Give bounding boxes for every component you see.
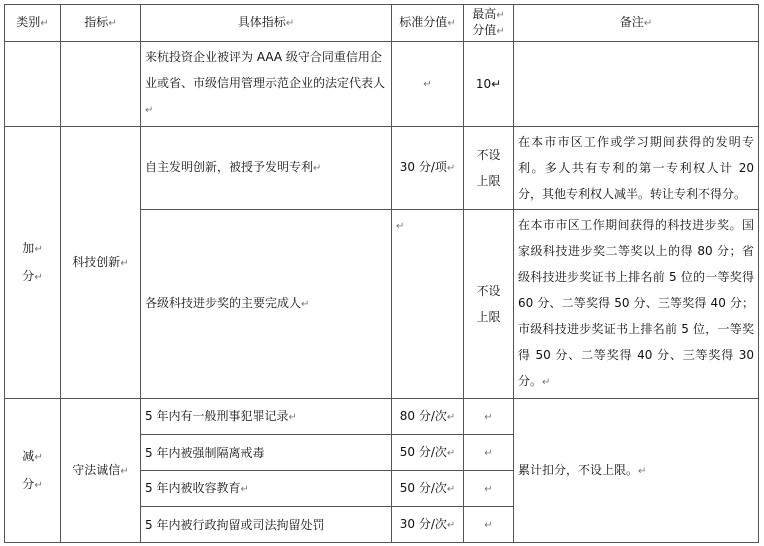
cell-standard: 30 分/次↵ [392, 507, 464, 543]
header-max: 最高↵ 分值↵ [464, 5, 514, 42]
cell-remark-minus: 累计扣分，不设上限。↵ [514, 399, 759, 543]
cell-remark: 在本市市区工作或学习期间获得的发明专利。多人共有专利的第一专利权人计 20 分，其他专利权人减半。转让专利不得分。 [514, 127, 759, 210]
header-row [5, 5, 759, 42]
cell-max: ↵ [464, 507, 514, 543]
cell-max: 10↵ [464, 42, 514, 127]
cell-specific: 5 年内有一般刑事犯罪记录↵ [141, 399, 392, 435]
table-row [5, 127, 759, 210]
cell-max: 不设 上限 [464, 127, 514, 210]
cell-remark: 在本市市区工作期间获得的科技进步奖。国家级科技进步奖二等奖以上的得 80 分；省级科技进步奖证书上排名前 5 位的一等奖得 60 分、二等奖得 50 分、三等奖得 40 分；市级科技进步奖证书上排名前 5 位，一等奖得 50 分、二等奖得 40 分、三等奖得 30 分。↵ [514, 210, 759, 399]
cell-category-minus: 减↵ 分↵ [5, 399, 61, 543]
cell-indicator-law: 守法诚信↵ [61, 399, 141, 543]
header-remark: 备注↵ [514, 5, 759, 42]
cell-max: 不设 上限 [464, 210, 514, 399]
header-indicator: 指标↵ [61, 5, 141, 42]
cell-specific: 5 年内被收容教育↵ [141, 471, 392, 507]
cell-indicator-empty [61, 42, 141, 127]
cell-specific: 来杭投资企业被评为 AAA 级守合同重信用企业或省、市级信用管理示范企业的法定代表人↵ [141, 42, 392, 127]
cell-standard: 50 分/次↵ [392, 435, 464, 471]
cell-category-plus: 加↵ 分↵ [5, 127, 61, 399]
cell-specific: 自主发明创新，被授予发明专利↵ [141, 127, 392, 210]
table-row [5, 399, 759, 435]
cell-standard: 80 分/次↵ [392, 399, 464, 435]
cell-standard: ↵ [392, 210, 464, 399]
cell-remark [514, 42, 759, 127]
cell-standard: 30 分/项↵ [392, 127, 464, 210]
header-standard: 标准分值↵ [392, 5, 464, 42]
header-category: 类别↵ [5, 5, 61, 42]
scoring-table [4, 4, 759, 543]
cell-indicator-tech: 科技创新↵ [61, 127, 141, 399]
cell-max: ↵ [464, 471, 514, 507]
header-specific: 具体指标↵ [141, 5, 392, 42]
cell-specific: 5 年内被强制隔离戒毒 [141, 435, 392, 471]
cell-specific: 各级科技进步奖的主要完成人↵ [141, 210, 392, 399]
cell-category-empty [5, 42, 61, 127]
cell-specific: 5 年内被行政拘留或司法拘留处罚 [141, 507, 392, 543]
cell-standard: 50 分/次↵ [392, 471, 464, 507]
cell-standard: ↵ [392, 42, 464, 127]
cell-max: ↵ [464, 435, 514, 471]
table-row [5, 42, 759, 127]
cell-max: ↵ [464, 399, 514, 435]
